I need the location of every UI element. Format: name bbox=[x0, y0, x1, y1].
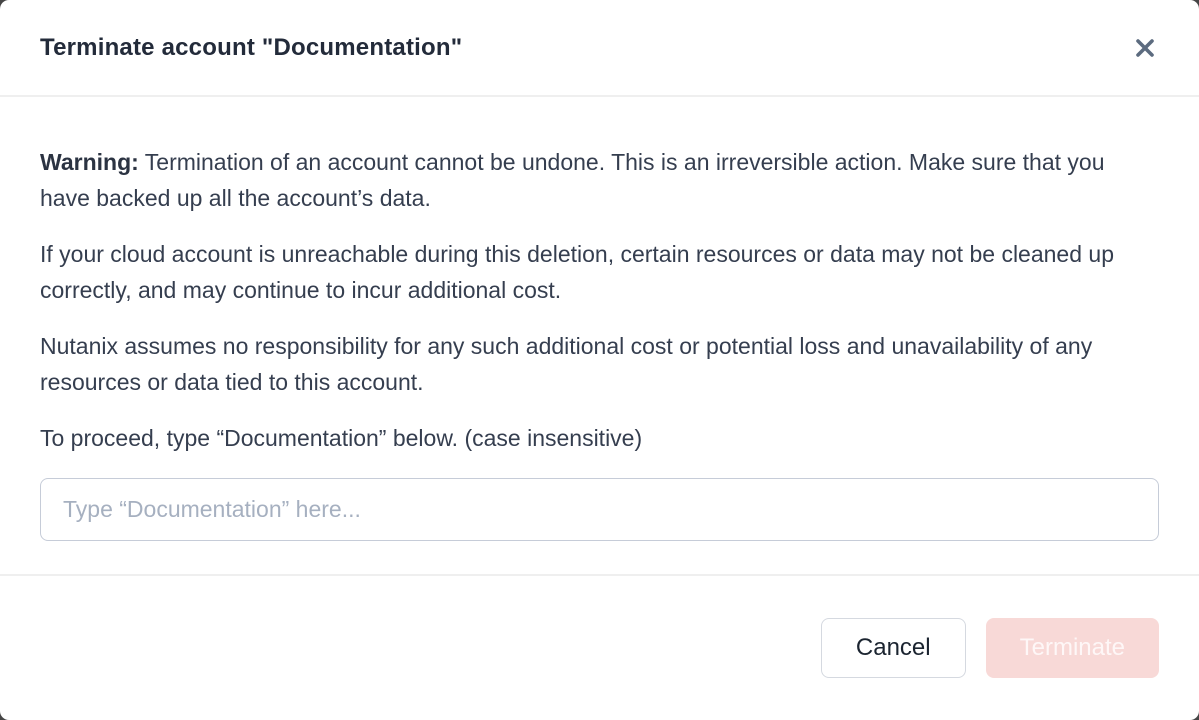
dialog-paragraph: Nutanix assumes no responsibility for any such additional cost or potential loss and unavailability of any resources or data tied to this account. bbox=[40, 333, 1093, 395]
dialog-body-paragraphs bbox=[40, 144, 1159, 456]
close-icon bbox=[1134, 37, 1156, 59]
dialog-body bbox=[0, 97, 1199, 574]
dialog-paragraph: Warning: Termination of an account cannot be undone. This is an irreversible action. Make sure that you have backed up all the account’s data. bbox=[40, 149, 1105, 211]
close-button[interactable] bbox=[1131, 34, 1159, 62]
dialog-header bbox=[0, 0, 1199, 97]
dialog-title: Terminate account "Documentation" bbox=[40, 33, 463, 61]
dialog-paragraph: To proceed, type “Documentation” below. (case insensitive) bbox=[40, 425, 643, 451]
dialog-paragraph: If your cloud account is unreachable during this deletion, certain resources or data may not be cleaned up correctly, and may continue to incur additional cost. bbox=[40, 241, 1114, 303]
cancel-button[interactable]: Cancel bbox=[821, 618, 966, 678]
confirmation-input[interactable] bbox=[40, 478, 1159, 541]
terminate-button[interactable]: Terminate bbox=[986, 618, 1159, 678]
dialog-footer bbox=[0, 574, 1199, 720]
